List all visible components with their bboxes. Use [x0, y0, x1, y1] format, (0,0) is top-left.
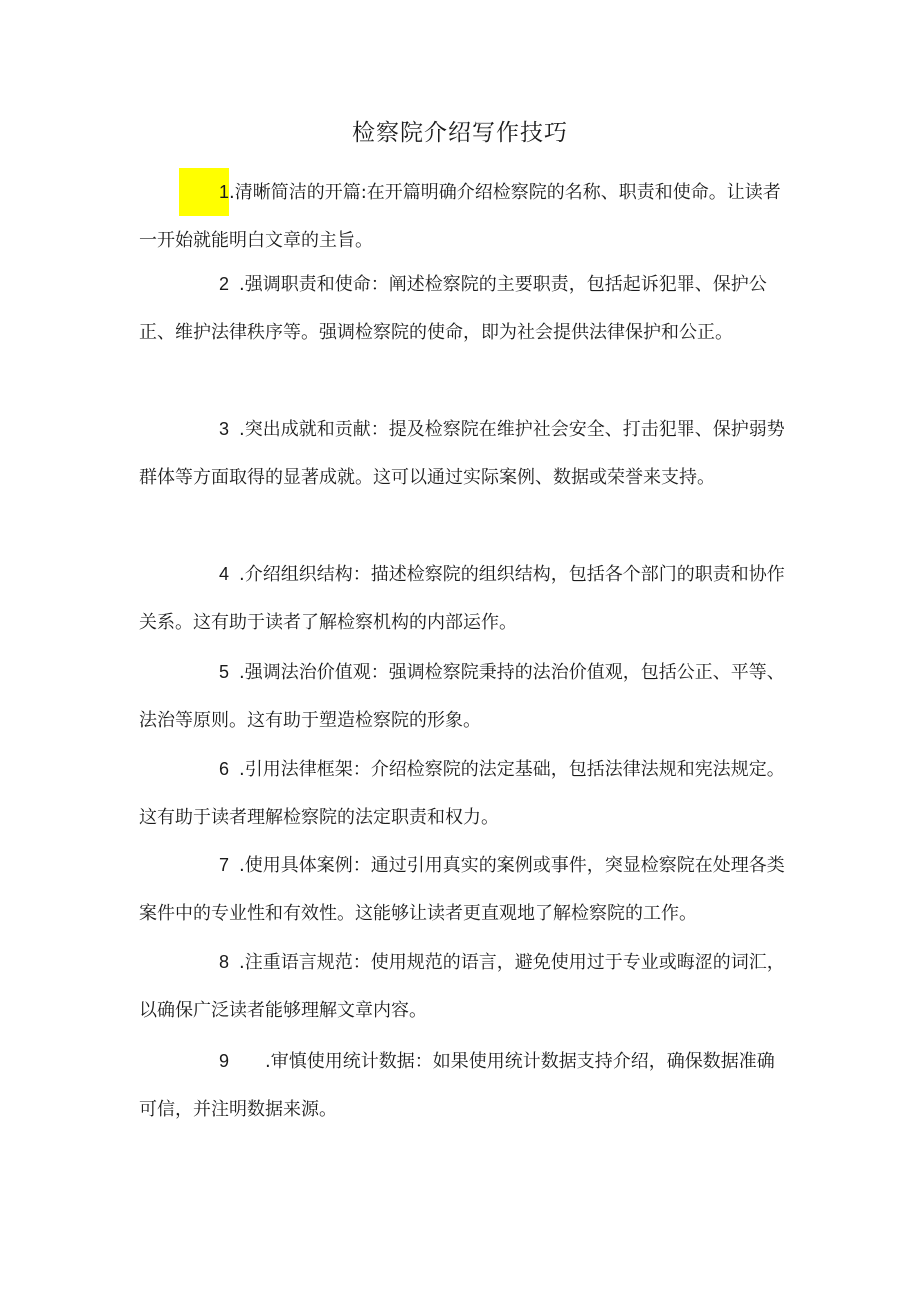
- paragraph-number: 2: [219, 274, 230, 294]
- paragraph-number: 1: [179, 168, 229, 216]
- paragraph-number: 8: [219, 952, 230, 972]
- paragraph-text: .使用具体案例：通过引用真实的案例或事件，突显检察院在处理各类案件中的专业性和有效性。这能够让读者更直观地了解检察院的工作。: [139, 855, 785, 924]
- paragraph-text: .清晰简洁的开篇:在开篇明确介绍检察院的名称、职责和使命。让读者一开始就能明白文章的主旨。: [139, 182, 781, 251]
- paragraph-3: [139, 405, 789, 502]
- paragraph-4: [139, 550, 789, 647]
- paragraph-5: [139, 648, 789, 745]
- paragraph-text: .引用法律框架：介绍检察院的法定基础，包括法律法规和宪法规定。这有助于读者理解检察院的法定职责和权力。: [139, 759, 785, 828]
- paragraph-9: [139, 1037, 789, 1134]
- paragraph-text: .突出成就和贡献：提及检察院在维护社会安全、打击犯罪、保护弱势群体等方面取得的显著成就。这可以通过实际案例、数据或荣誉来支持。: [139, 419, 785, 488]
- paragraph-number: 7: [219, 855, 230, 875]
- paragraph-number: 3: [219, 419, 230, 439]
- paragraph-7: [139, 841, 789, 938]
- paragraph-1: [139, 168, 789, 265]
- paragraph-text: .强调职责和使命：阐述检察院的主要职责，包括起诉犯罪、保护公正、维护法律秩序等。强调检察院的使命，即为社会提供法律保护和公正。: [139, 274, 767, 343]
- paragraph-8: [139, 938, 789, 1035]
- paragraph-number: 6: [219, 759, 230, 779]
- paragraph-text: .介绍组织结构：描述检察院的组织结构，包括各个部门的职责和协作关系。这有助于读者了解检察机构的内部运作。: [139, 564, 785, 633]
- paragraph-2: [139, 260, 789, 357]
- paragraph-text: .审慎使用统计数据：如果使用统计数据支持介绍，确保数据准确可信，并注明数据来源。: [139, 1051, 775, 1120]
- paragraph-number: 9: [219, 1051, 230, 1071]
- paragraph-number: 5: [219, 662, 230, 682]
- document-title: 检察院介绍写作技巧: [352, 120, 568, 146]
- paragraph-text: .注重语言规范：使用规范的语言，避免使用过于专业或晦涩的词汇，以确保广泛读者能够理解文章内容。: [139, 952, 785, 1021]
- paragraph-6: [139, 745, 789, 842]
- paragraph-text: .强调法治价值观：强调检察院秉持的法治价值观，包括公正、平等、法治等原则。这有助于塑造检察院的形象。: [139, 662, 785, 731]
- paragraph-number: 4: [219, 564, 230, 584]
